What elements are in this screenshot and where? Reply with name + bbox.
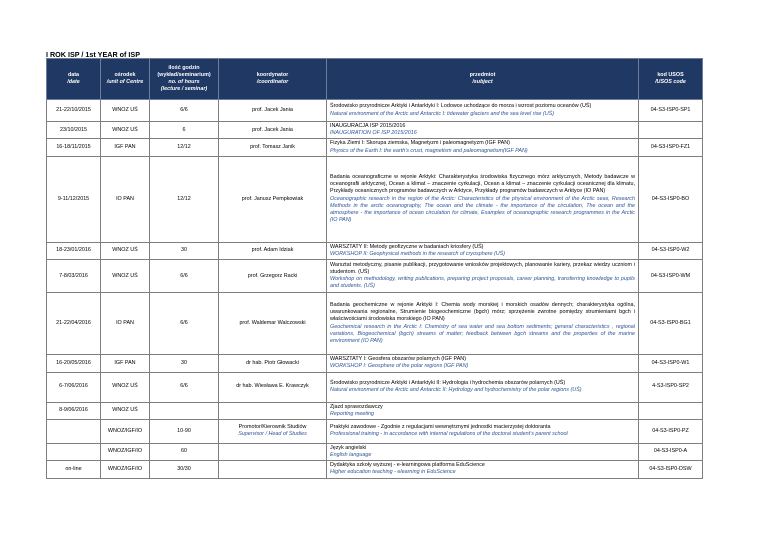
table-row [47,402,703,419]
cell-code [639,139,703,156]
cell-unit [101,122,150,139]
hours-text: 6/6 [180,272,188,279]
subject-en-text: Natural environment of the Arctic and Antarctic II: Hydrology and hydrochemistry of the polar regions (UŚ) [330,387,582,393]
date-text: 23/10/2015 [60,126,87,133]
header-hours: ilość godzin (wykład/seminarium) no. of hours (lecture / seminar) [150,59,219,100]
date-text: 16-20/05/2016 [56,359,91,366]
subject-en-text: Workshop on methodology, writing publications, preparing project proposals, career planning, transferring knowledge to pupils and students. (UŚ) [330,276,635,290]
code-text: 04-S3-ISP0-BG1 [650,320,691,327]
header-date: data /date [47,59,101,100]
cell-coordinator [219,355,327,372]
cell-coordinator [219,260,327,293]
cell-date [47,139,101,156]
cell-hours [150,461,219,478]
unit-text: WNOZ UŚ [112,383,138,390]
cell-code [639,355,703,372]
cell-subject [327,461,639,478]
hours-text: 6 [182,126,186,133]
date-text: 21-22/10/2015 [56,106,91,113]
cell-unit [101,260,150,293]
table-row [47,443,703,460]
cell-subject [327,156,639,242]
code-text: 04-S3-ISP0-PZ [652,427,689,434]
subject-en-text: Geochemical research in the Arctic I: Chemistry of sea water and sea bottom sediments; general characteristics , regional variations, Biogeochemical (bgch) streams of matter; feedback between bgch streams and the properties of the marine environment (IO PAN) [330,323,635,344]
date-text: 16-18/11/2015 [56,143,91,150]
date-text: 8-9/06/2016 [59,407,88,414]
hours-text: 6/6 [180,106,188,113]
cell-date [47,355,101,372]
cell-subject [327,122,639,139]
date-text: on-line [65,465,82,472]
document-title: I ROK ISP / 1st YEAR of ISP [46,50,140,59]
cell-subject [327,355,639,372]
unit-text: WNOZ UŚ [112,126,138,133]
cell-code [639,443,703,460]
cell-hours [150,122,219,139]
cell-coordinator [219,402,327,419]
subject-pl-text: Środowisko przyrodnicze Arktyki i Antarktyki I: Lodowce uchodzące do morza i wzrost poziomu oceanów (UŚ) [330,103,592,110]
table-row [47,372,703,402]
unit-text: WNOZ/IGF/IO [107,448,143,455]
table-row [47,461,703,478]
cell-hours [150,372,219,402]
cell-coordinator [219,156,327,242]
cell-subject [327,402,639,419]
cell-unit [101,461,150,478]
cell-hours [150,156,219,242]
cell-coordinator [219,461,327,478]
subject-pl-text: Zjazd sprawozdawczy [330,403,383,410]
cell-hours [150,100,219,122]
cell-date [47,419,101,443]
date-text: 6-7/06/2016 [59,383,88,390]
hours-text: 10-90 [177,427,191,434]
cell-code [639,156,703,242]
code-text: 04-S3-ISP0-DSW [649,465,692,472]
cell-subject [327,443,639,460]
subject-en-text: English language [330,452,372,459]
unit-text: WNOZ UŚ [112,272,138,279]
code-text: 4-S3-ISP0-SP2 [652,383,689,390]
unit-text: IO PAN [116,195,134,202]
cell-unit [101,242,150,259]
cell-unit [101,355,150,372]
cell-hours [150,139,219,156]
code-text: 04-S3-ISP0-BO [651,195,690,202]
cell-unit [101,419,150,443]
code-text: 04-S3-ISP0-A [653,448,688,455]
cell-date [47,293,101,355]
coordinator-text: prof. Tomasz Janik [250,143,295,150]
table-row [47,100,703,122]
cell-unit [101,156,150,242]
cell-coordinator [219,419,327,443]
subject-pl-text: WARSZTATY I: Geosfera obszarów polarnych (IGF PAN) [330,356,466,363]
table-row [47,355,703,372]
unit-text: WNOZ UŚ [112,407,138,414]
unit-text: WNOZ/IGF/IO [107,465,143,472]
coordinator-text: prof. Waldemar Walczowski [239,320,306,327]
subject-pl-text: INAUGURACJA ISP 2015/2016 [330,123,406,129]
cell-code [639,372,703,402]
cell-subject [327,260,639,293]
header-code: kod USOS /USOS code [639,59,703,100]
subject-pl-text: Praktyki zawodowe - Zgodnie z regulacjami wewnętrznymi jednostki macierzystej doktoranta [330,424,551,431]
coordinator-text: prof. Janusz Pempkowiak [241,195,304,202]
subject-pl-text: Warsztat metodyczny, pisanie publikacji, przygotowanie wniosków projektowych, planowanie kariery, przekaz wiedzy uczniom i studentom. (UŚ) [330,261,635,275]
cell-coordinator [219,293,327,355]
subject-pl-text: Badania oceanograficzne w rejonie Arktyki: Charakterystyka środowiska fizycznego mórz arktycznych, Metody badawcze w oceanografii arktycznej, Ocean a klimat – znaczenie cyrkulacji, Ocean a klimat – znaczenie cyrkulacji oceanicznej dla klimatu, Przykłady oceanicznych programów badawczych w Arktyce, Przykłady programów badawczych w Arktyce (IO PAN) [330,174,635,195]
code-text: 04-S3-ISP0-SP1 [650,106,691,113]
table-row [47,419,703,443]
cell-hours [150,242,219,259]
cell-code [639,260,703,293]
table-row [47,139,703,156]
cell-code [639,402,703,419]
table-row [47,122,703,139]
cell-hours [150,443,219,460]
cell-code [639,100,703,122]
unit-text: WNOZ/IGF/IO [107,427,143,434]
date-text: 7-8/03/2016 [59,272,88,279]
cell-date [47,372,101,402]
cell-unit [101,443,150,460]
subject-pl-text: Język angielski [330,444,367,451]
subject-pl-text: Dydaktyka szkoły wyższej - e-learningowa platforma EduScience [330,462,485,469]
table-row [47,156,703,242]
header-coordinator: koordynator /coordinator [219,59,327,100]
subject-en-text: Natural environment of the Arctic and Antarctic I: tidewater glaciers and the sea level rise (UŚ) [330,110,555,117]
unit-text: WNOZ UŚ [112,106,138,113]
header-subject: przedmiot /subject [327,59,639,100]
cell-coordinator [219,122,327,139]
cell-coordinator [219,443,327,460]
coordinator-text: dr hab. Piotr Głowacki [246,359,299,366]
unit-text: WNOZ UŚ [112,247,138,254]
date-text: 21-22/04/2016 [56,320,91,327]
cell-code [639,419,703,443]
cell-unit [101,293,150,355]
coordinator-text: prof. Adam Idziak [251,247,294,254]
table-row [47,293,703,355]
cell-hours [150,293,219,355]
cell-hours [150,419,219,443]
cell-code [639,293,703,355]
subject-en-text: Oceanographic research in the region of the Arctic: Characteristics of the physical environment of the Arctic seas, Research Methods in the arctic oceanography, The ocean and the climate - the importance of the circulation, The ocean and the atmosphere - the importance of ocean circulation for climate, Examples of oceanographic research programmes in the Arctic (IO PAN) [330,195,635,224]
cell-date [47,260,101,293]
cell-date [47,156,101,242]
code-text: 04-S3-ISP0-WM [650,272,691,279]
subject-pl-text: Fizyka Ziemi I: Skorupa ziemska, Magnetyzm i paleomagnetyzm (IGF PAN) [330,140,510,147]
subject-en-text: INAUGURATION OF ISP 2015/2016 [330,130,417,137]
hours-text: 12/12 [177,143,191,150]
hours-text: 12/12 [177,195,191,202]
subject-en-text: WORKSHOP I: Geosphere of the polar regions (IGF PAN) [330,363,469,370]
header-unit: ośrodek /unit of Centre [101,59,150,100]
hours-text: 6/6 [180,383,188,390]
cell-date [47,242,101,259]
coordinator-text: prof. Grzegorz Racki [247,272,298,279]
cell-date [47,100,101,122]
table-header-row [47,59,703,100]
subject-en-text: Reporting meeting [330,410,375,417]
code-text: 04-S3-ISP0-W2 [651,247,690,254]
cell-code [639,122,703,139]
cell-coordinator [219,139,327,156]
subject-en-text: WORKSHOP II: Geophysical methods in the research of cryosphere (UŚ) [330,250,506,257]
date-text: 9-11/12/2015 [57,195,90,202]
hours-text: 30 [181,247,187,254]
table-row [47,260,703,293]
subject-pl-text: Badania geochemiczne w rejonie Arktyki I: Chemia wody morskiej i morskich osadów dennych; charakterystyka ogólna, uwarunkowania regionalne, Strumienie biogeochemiczne (bgch) mórz; sprzężenie zwrotne pomiędzy strumieniami bgch i właściwościami środowiska morskiego (IO PAN) [330,302,635,323]
cell-subject [327,100,639,122]
cell-date [47,461,101,478]
hours-text: 30/30 [177,465,191,472]
coordinator-text: dr hab. Wiesława E. Krawczyk [236,383,309,390]
subject-pl-text: Środowisko przyrodnicze Arktyki i Antarktyki II: Hydrologia i hydrochemia obszarów polarnych (UŚ) [330,379,566,386]
cell-coordinator [219,242,327,259]
coordinator-text: prof. Jacek Jania [252,126,293,133]
cell-subject [327,419,639,443]
cell-unit [101,100,150,122]
subject-en-text: Physics of the Earth I: the earth's crust, magnetism and paleomagnetism(IGF PAN) [330,147,528,154]
cell-subject [327,293,639,355]
code-text: 04-S3-ISP0-W1 [651,359,690,366]
cell-subject [327,372,639,402]
unit-text: IGF PAN [114,143,136,150]
cell-coordinator [219,100,327,122]
cell-coordinator [219,372,327,402]
cell-hours [150,260,219,293]
cell-hours [150,355,219,372]
cell-date [47,443,101,460]
unit-text: IGF PAN [114,359,136,366]
coordinator-text: prof. Jacek Jania [252,106,293,113]
cell-subject [327,139,639,156]
cell-unit [101,402,150,419]
cell-unit [101,372,150,402]
cell-subject [327,242,639,259]
hours-text: 60 [181,448,187,455]
cell-hours [150,402,219,419]
coordinator-text: Promotor/Kierownik Studiów [238,424,307,431]
subject-en-text: Professional training - in accordance with internal regulations of the doctoral student's parent school [330,431,568,438]
code-text: 04-S3-ISP0-FZ1 [650,143,691,150]
cell-date [47,122,101,139]
cell-date [47,402,101,419]
cell-code [639,461,703,478]
hours-text: 30 [181,359,187,366]
subject-en-text: Higher education teaching - elearning in EduScience [330,469,456,476]
cell-code [639,242,703,259]
unit-text: IO PAN [116,320,134,327]
table-row [47,242,703,259]
subject-pl-text: WARSZTATY II: Metody geofizyczne w badaniach kriosfery (UŚ) [330,243,484,250]
hours-text: 6/6 [180,320,188,327]
cell-unit [101,139,150,156]
coordinator-en-text: Supervisor / Head of Studies [238,431,307,438]
schedule-table [46,58,703,479]
date-text: 18-23/01/2016 [56,247,91,254]
